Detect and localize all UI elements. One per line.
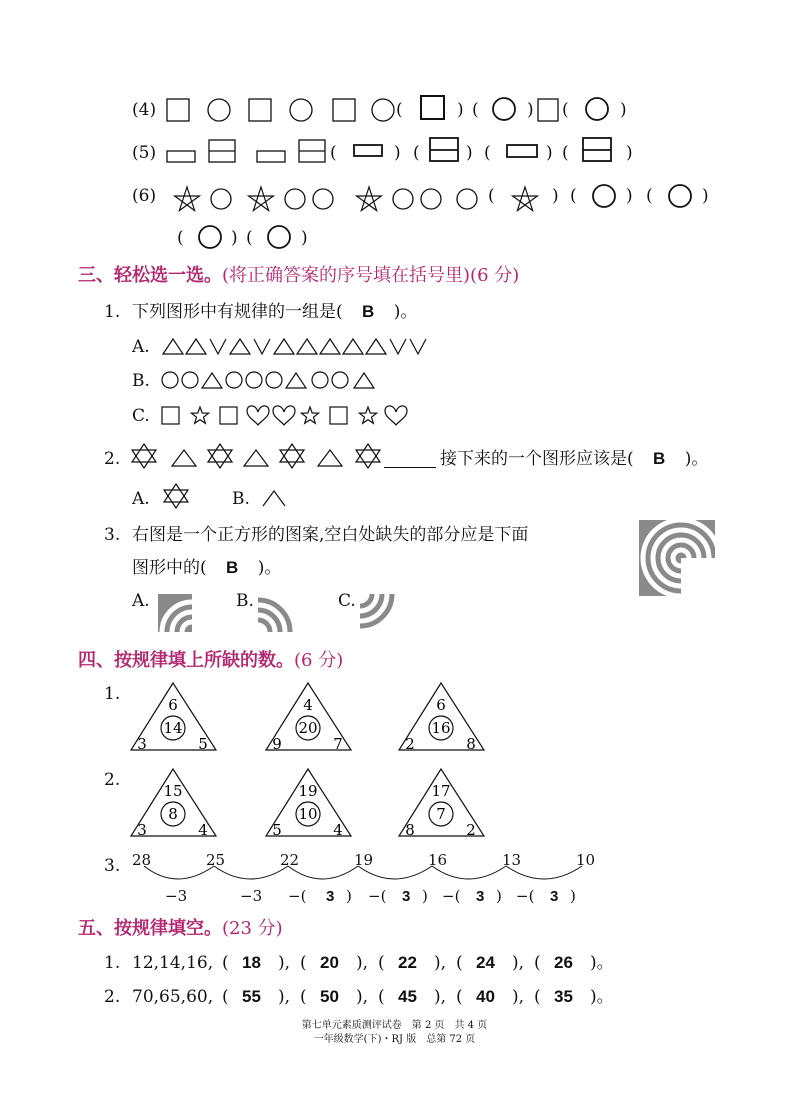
triangle-right: 2	[466, 821, 476, 839]
s5q1-num: 1.	[104, 953, 121, 973]
s5q2-given: 70,65,60,	[132, 987, 214, 1007]
paren-open: (	[488, 186, 495, 206]
answer-circle	[493, 98, 515, 120]
paren-close: )。	[590, 953, 614, 973]
s3q2-option-b-label: B.	[232, 489, 250, 509]
s3q3-option-b-label: B.	[236, 591, 254, 611]
paren-open: (	[378, 953, 385, 973]
s4q3-num: 3.	[104, 856, 121, 876]
s3q1-option-a-shapes	[160, 336, 440, 360]
square-shape	[538, 99, 558, 121]
square-shape	[249, 99, 271, 121]
s3q1-text: 下列图形中有规律的一组是( B )。	[132, 302, 418, 322]
paren-close: ),	[512, 953, 525, 973]
paren-close: )	[626, 143, 633, 163]
paren-close: )	[422, 887, 428, 905]
paren-open: (	[484, 143, 491, 163]
number-triangle	[265, 682, 355, 754]
paren-close: ),	[434, 987, 447, 1007]
paren-close: )	[626, 186, 633, 206]
s3q2-answer: B	[653, 449, 666, 468]
square-shape	[333, 99, 355, 121]
q5-label: (5)	[132, 143, 157, 163]
s5q1-given: 12,14,16,	[132, 953, 214, 973]
paren-open: (	[300, 953, 307, 973]
s3q3-option-a-label: A.	[132, 591, 150, 611]
paren-open: (	[570, 186, 577, 206]
answer-value: 3	[402, 888, 411, 905]
paren-close: )。	[590, 987, 614, 1007]
s3q2-blank	[384, 467, 436, 468]
sequence-value: 28	[132, 851, 152, 869]
s3q1-option-b-label: B.	[132, 371, 150, 391]
paren-open: (	[330, 143, 337, 163]
number-triangle	[398, 768, 488, 840]
triangle-center: 7	[436, 805, 446, 823]
paren-close: )	[570, 887, 576, 905]
s3q3-num: 3.	[104, 525, 121, 545]
triangle-center: 20	[298, 719, 318, 737]
paren-close: )	[527, 100, 534, 120]
triangle-left: 5	[272, 821, 282, 839]
paren-close: )	[496, 887, 502, 905]
answer-value: 18	[242, 953, 261, 972]
operation-label: −(	[442, 887, 461, 905]
triangle-top: 6	[436, 696, 446, 714]
s3q3-line1: 右图是一个正方形的图案,空白处缺失的部分应是下面	[132, 525, 529, 545]
paren-open: (	[534, 953, 541, 973]
paren-close: )	[552, 186, 559, 206]
circle-shape	[372, 99, 394, 121]
answer-value: 3	[476, 888, 485, 905]
footer-line-1: 第七单元素质测评试卷 第 2 页 共 4 页	[301, 1020, 488, 1031]
operation-label: −3	[165, 887, 188, 905]
paren-close: )	[457, 100, 464, 120]
triangle-left: 3	[137, 735, 147, 753]
answer-square	[421, 96, 444, 119]
operation-label: −(	[368, 887, 387, 905]
triangle-left: 9	[272, 735, 282, 753]
number-triangle	[130, 768, 220, 840]
triangle-right: 8	[466, 735, 476, 753]
triangle-right: 4	[333, 821, 343, 839]
s3q1-answer: B	[362, 302, 375, 321]
sequence-value: 22	[280, 851, 300, 869]
section-5-title: 五、按规律填空。(23 分)	[78, 918, 283, 939]
paren-open: (	[177, 228, 184, 248]
q4-label: (4)	[132, 100, 157, 120]
triangle-right: 5	[198, 735, 208, 753]
number-triangle	[130, 682, 220, 754]
paren-open: (	[378, 987, 385, 1007]
s3q2-option-a-label: A.	[132, 489, 150, 509]
section-3-title: 三、轻松选一选。(将正确答案的序号填在括号里)(6 分)	[78, 265, 520, 286]
triangle-center: 10	[298, 805, 318, 823]
sequence-value: 10	[576, 851, 596, 869]
paren-open: (	[413, 143, 420, 163]
s3q3-option-c-label: C.	[338, 591, 356, 611]
s3q3-option-a-image	[158, 594, 194, 634]
paren-close: ),	[434, 953, 447, 973]
answer-value: 3	[326, 888, 335, 905]
number-triangle	[265, 768, 355, 840]
s3q3-option-b-image	[258, 594, 296, 634]
s3q2-sequence	[128, 442, 388, 472]
paren-open: (	[222, 953, 229, 973]
triangle-top: 4	[303, 696, 313, 714]
s3q1-option-c-label: C.	[132, 406, 150, 426]
triangle-center: 16	[431, 719, 451, 737]
operation-label: −(	[288, 887, 307, 905]
q6-label: (6)	[132, 186, 157, 206]
paren-close: )	[301, 228, 308, 248]
paren-close: ),	[278, 953, 291, 973]
footer-line-2: 一年级数学(下)・RJ 版 总第 72 页	[313, 1034, 476, 1045]
paren-open: (	[300, 987, 307, 1007]
triangle-right: 7	[333, 735, 343, 753]
s3q1-option-b-shapes	[160, 370, 400, 394]
section-4-title: 四、按规律填上所缺的数。(6 分)	[78, 650, 344, 671]
square-shape	[167, 99, 189, 121]
paren-close: )	[394, 143, 401, 163]
s3q3-line2: 图形中的( B )。	[132, 558, 282, 578]
answer-value: 45	[398, 987, 417, 1006]
s3q3-option-c-image	[360, 594, 398, 634]
paren-close: ),	[356, 953, 369, 973]
triangle-top: 6	[168, 696, 178, 714]
sequence-value: 16	[428, 851, 448, 869]
paren-open: (	[534, 987, 541, 1007]
paren-close: )	[231, 228, 238, 248]
paren-open: (	[562, 100, 569, 120]
number-triangle	[398, 682, 488, 754]
s3q2-text: 接下来的一个图形应该是( B )。	[440, 449, 709, 469]
paren-open: (	[246, 228, 253, 248]
q5-pattern	[165, 135, 645, 175]
sequence-value: 13	[502, 851, 522, 869]
triangle-top: 15	[163, 782, 183, 800]
triangle-center: 8	[168, 805, 178, 823]
answer-circle	[586, 98, 608, 120]
s3q1-num: 1.	[104, 302, 121, 322]
answer-value: 26	[554, 953, 573, 972]
answer-value: 40	[476, 987, 495, 1006]
operation-label: −3	[240, 887, 263, 905]
sequence-value: 25	[206, 851, 226, 869]
triangle-left: 3	[137, 821, 147, 839]
paren-open: (	[562, 143, 569, 163]
paren-close: )	[620, 100, 627, 120]
answer-value: 50	[320, 987, 339, 1006]
s3q3-answer: B	[226, 558, 239, 577]
circle-shape	[290, 99, 312, 121]
square-spiral-pattern	[639, 520, 717, 598]
triangle-top: 17	[431, 782, 451, 800]
paren-open: (	[396, 100, 403, 120]
s4q1-num: 1.	[104, 684, 121, 704]
circle-shape	[208, 99, 230, 121]
s3q2-option-b-shape	[260, 486, 290, 510]
triangle-left: 8	[405, 821, 415, 839]
answer-value: 3	[550, 888, 559, 905]
paren-open: (	[472, 100, 479, 120]
paren-close: ),	[278, 987, 291, 1007]
answer-value: 35	[554, 987, 573, 1006]
paren-close: )	[546, 143, 553, 163]
q6-pattern-cont	[165, 222, 365, 262]
s3q2-num: 2.	[104, 449, 121, 469]
paren-open: (	[222, 987, 229, 1007]
answer-value: 20	[320, 953, 339, 972]
paren-close: )	[702, 186, 709, 206]
s4q2-num: 2.	[104, 770, 121, 790]
triangle-left: 2	[405, 735, 415, 753]
paren-open: (	[456, 953, 463, 973]
triangle-right: 4	[198, 821, 208, 839]
s5q2-num: 2.	[104, 987, 121, 1007]
triangle-top: 19	[298, 782, 318, 800]
sequence-value: 19	[354, 851, 374, 869]
answer-value: 55	[242, 987, 261, 1006]
s3q1-option-a-label: A.	[132, 337, 150, 357]
paren-close: )	[346, 887, 352, 905]
paren-open: (	[456, 987, 463, 1007]
s3q2-option-a-shape	[160, 482, 194, 512]
q6-pattern	[165, 180, 725, 220]
answer-value: 22	[398, 953, 417, 972]
s3q1-option-c-shapes	[160, 404, 420, 430]
operation-label: −(	[516, 887, 535, 905]
paren-close: ),	[512, 987, 525, 1007]
triangle-center: 14	[163, 719, 183, 737]
answer-value: 24	[476, 953, 495, 972]
paren-close: ),	[356, 987, 369, 1007]
paren-open: (	[646, 186, 653, 206]
paren-close: )	[466, 143, 473, 163]
